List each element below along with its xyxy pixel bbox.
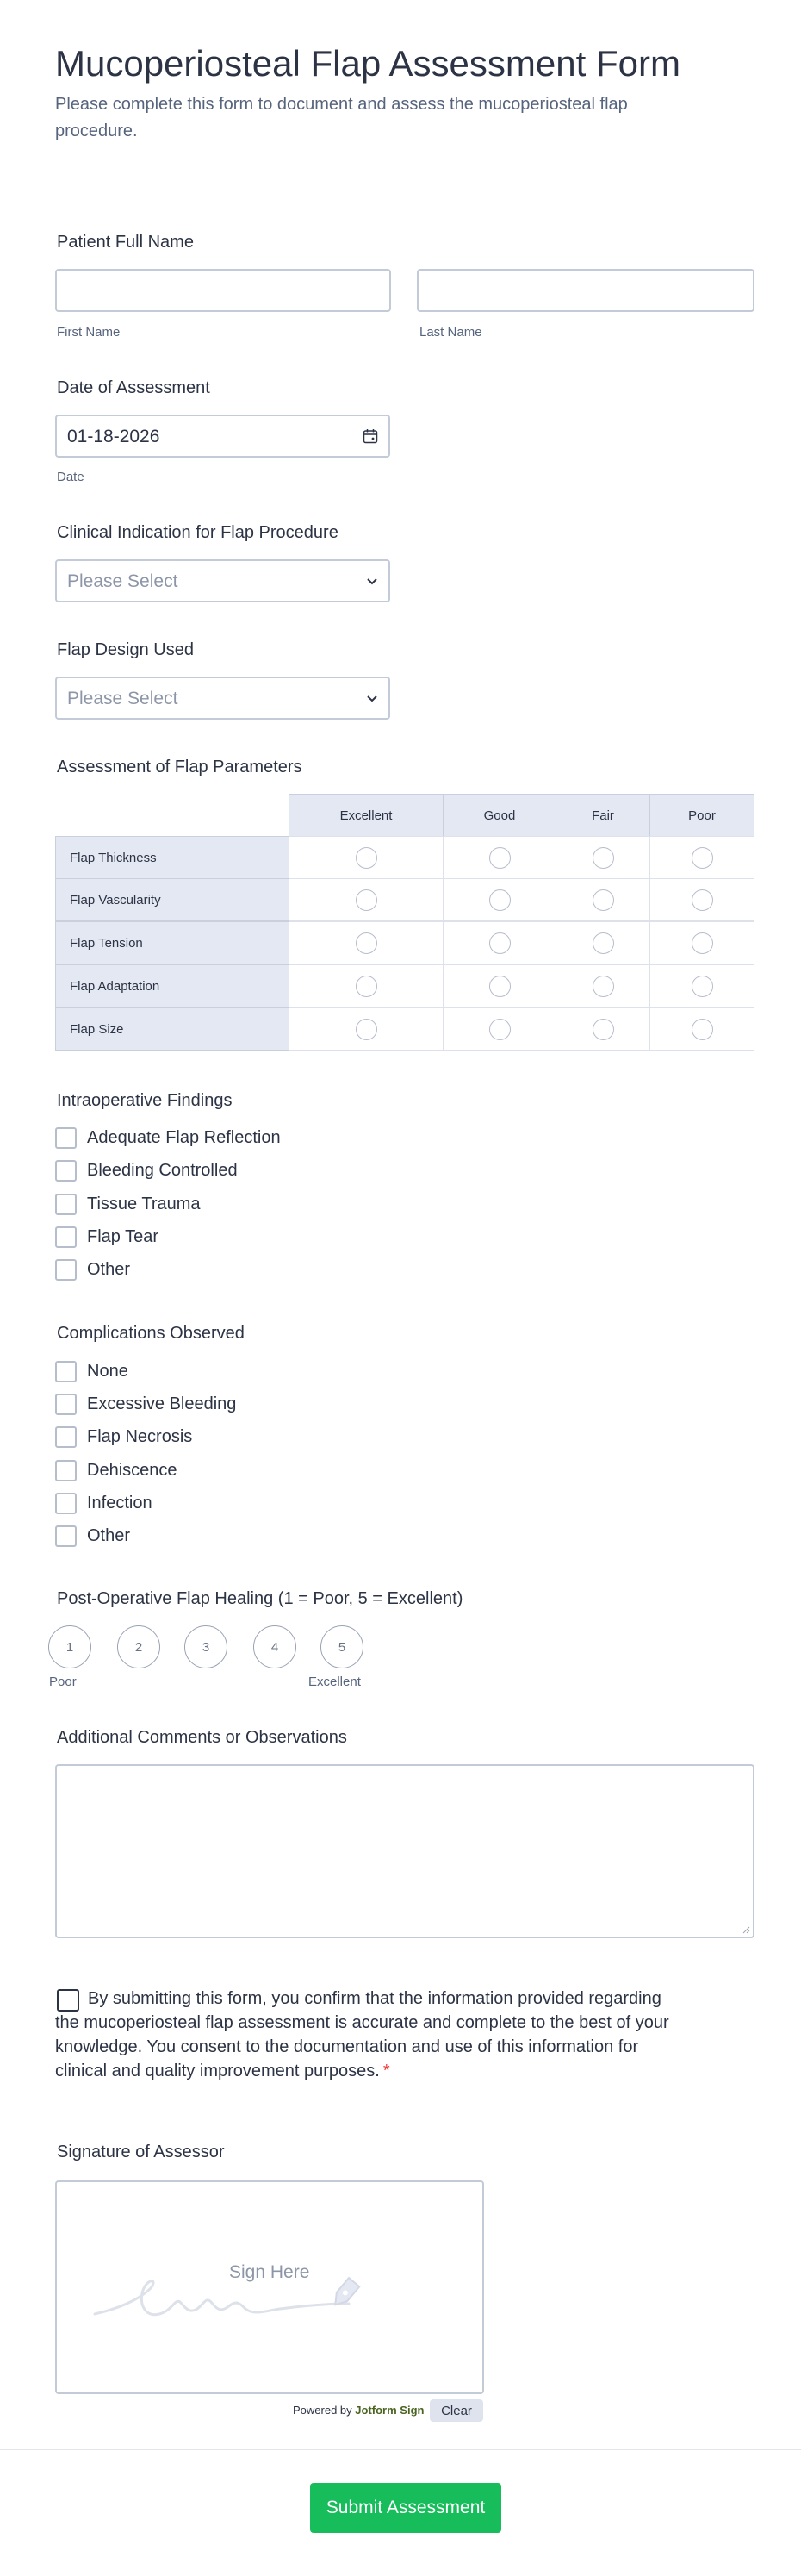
matrix-col-fair: Fair [556, 794, 650, 837]
form-header [0, 0, 801, 190]
first-name-input[interactable] [55, 269, 391, 312]
checkbox-label: Flap Necrosis [87, 1426, 193, 1446]
findings-option[interactable] [55, 1257, 130, 1282]
healing-label: Post-Operative Flap Healing (1 = Poor, 5 = Excellent) [57, 1589, 463, 1608]
matrix-cell [443, 878, 556, 921]
form-title: Mucoperiosteal Flap Assessment Form [55, 43, 680, 84]
matrix-radio[interactable] [593, 1019, 614, 1040]
design-placeholder: Please Select [67, 689, 178, 708]
consent-text-body: By submitting this form, you confirm that the information provided regarding the mucoperiosteal flap assessment is accurate and complete to the best of your knowledge. You consent to the documentation and use of this information for clinical and quality improvement purposes. [55, 1989, 669, 2080]
matrix-col-poor: Poor [649, 794, 754, 837]
matrix-cell [443, 836, 556, 879]
findings-option[interactable] [55, 1191, 201, 1217]
complications-option[interactable] [55, 1391, 236, 1417]
calendar-icon[interactable] [363, 428, 378, 444]
matrix-cell [289, 1007, 444, 1051]
date-input[interactable] [55, 415, 390, 458]
matrix-cell [289, 921, 444, 964]
complications-option[interactable] [55, 1424, 192, 1450]
matrix-row-label: Flap Size [55, 1007, 289, 1051]
findings-option[interactable] [55, 1125, 281, 1151]
indication-label: Clinical Indication for Flap Procedure [57, 523, 338, 542]
matrix-cell [649, 964, 754, 1007]
last-name-input[interactable] [417, 269, 754, 312]
matrix-radio[interactable] [692, 976, 713, 997]
matrix-radio[interactable] [356, 889, 377, 911]
matrix-cell [556, 836, 650, 879]
scale-option-4[interactable]: 4 [253, 1625, 296, 1668]
matrix-row-label: Flap Vascularity [55, 878, 289, 921]
matrix-cell [443, 964, 556, 1007]
matrix-radio[interactable] [356, 847, 377, 869]
checkbox-label: Flap Tear [87, 1226, 159, 1246]
matrix-cell [289, 836, 444, 879]
matrix-radio[interactable] [692, 932, 713, 954]
checkbox-label: Dehiscence [87, 1460, 177, 1480]
matrix-radio[interactable] [356, 976, 377, 997]
matrix-radio[interactable] [692, 889, 713, 911]
matrix-radio[interactable] [489, 847, 511, 869]
matrix-radio[interactable] [489, 889, 511, 911]
date-label: Date of Assessment [57, 378, 210, 397]
checkbox[interactable] [55, 1525, 77, 1547]
scale-high-label: Excellent [308, 1675, 361, 1689]
matrix-cell [443, 921, 556, 964]
consent-text [55, 1987, 675, 2083]
matrix-cell [649, 878, 754, 921]
submit-button[interactable]: Submit Assessment [310, 2483, 501, 2533]
matrix-cell [556, 921, 650, 964]
matrix-label: Assessment of Flap Parameters [57, 758, 302, 777]
findings-option[interactable] [55, 1224, 158, 1250]
checkbox[interactable] [55, 1493, 77, 1514]
powered-by-prefix: Powered by [293, 2404, 352, 2417]
patient-name-label: Patient Full Name [57, 233, 194, 252]
footer-divider [0, 2449, 801, 2450]
chevron-down-icon [366, 692, 378, 704]
matrix-radio[interactable] [356, 932, 377, 954]
matrix-radio[interactable] [489, 1019, 511, 1040]
checkbox[interactable] [55, 1259, 77, 1281]
findings-option[interactable] [55, 1157, 238, 1183]
matrix-cell [556, 1007, 650, 1051]
matrix-radio[interactable] [593, 847, 614, 869]
checkbox-label: Excessive Bleeding [87, 1394, 237, 1413]
checkbox-label: None [87, 1361, 128, 1381]
last-name-sublabel: Last Name [419, 325, 482, 340]
complications-option[interactable] [55, 1358, 128, 1384]
date-value: 01-18-2026 [67, 427, 160, 446]
comments-label: Additional Comments or Observations [57, 1728, 347, 1747]
form-subtitle: Please complete this form to document and assess the mucoperiosteal flap procedure. [55, 95, 628, 140]
matrix-cell [649, 836, 754, 879]
checkbox-label: Infection [87, 1493, 152, 1513]
matrix-cell [289, 878, 444, 921]
matrix-radio[interactable] [593, 932, 614, 954]
scale-option-1[interactable]: 1 [48, 1625, 91, 1668]
findings-label: Intraoperative Findings [57, 1091, 233, 1110]
matrix-radio[interactable] [489, 932, 511, 954]
checkbox[interactable] [55, 1394, 77, 1415]
matrix-radio[interactable] [593, 976, 614, 997]
matrix-radio[interactable] [356, 1019, 377, 1040]
complications-option[interactable] [55, 1523, 130, 1549]
checkbox[interactable] [55, 1460, 77, 1481]
powered-by [293, 2404, 424, 2417]
resize-grip-icon[interactable] [742, 1925, 750, 1934]
checkbox[interactable] [55, 1127, 77, 1149]
assessment-matrix [55, 794, 754, 1051]
matrix-cell [556, 878, 650, 921]
indication-select[interactable] [55, 559, 390, 602]
matrix-row-label: Flap Adaptation [55, 964, 289, 1007]
matrix-col-excellent: Excellent [289, 794, 444, 837]
matrix-row-label: Flap Tension [55, 921, 289, 964]
matrix-radio[interactable] [489, 976, 511, 997]
matrix-cell [556, 964, 650, 1007]
scale-low-label: Poor [49, 1675, 77, 1689]
checkbox[interactable] [55, 1194, 77, 1215]
checkbox[interactable] [55, 1426, 77, 1448]
matrix-cell [289, 964, 444, 1007]
scale-option-2[interactable]: 2 [117, 1625, 160, 1668]
indication-placeholder: Please Select [67, 571, 178, 591]
scale-option-3[interactable]: 3 [184, 1625, 227, 1668]
complications-option[interactable] [55, 1457, 177, 1483]
matrix-radio[interactable] [692, 847, 713, 869]
complications-label: Complications Observed [57, 1324, 245, 1343]
design-select[interactable] [55, 677, 390, 720]
matrix-row-label: Flap Thickness [55, 836, 289, 879]
scale-option-5[interactable]: 5 [320, 1625, 363, 1668]
chevron-down-icon [366, 575, 378, 587]
complications-option[interactable] [55, 1490, 152, 1516]
matrix-cell [649, 921, 754, 964]
checkbox-label: Adequate Flap Reflection [87, 1127, 281, 1147]
signature-placeholder: Sign Here [229, 2262, 310, 2282]
date-sublabel: Date [57, 470, 84, 484]
powered-by-brand[interactable]: Jotform Sign [355, 2404, 425, 2417]
clear-signature-button[interactable]: Clear [430, 2399, 483, 2422]
matrix-radio[interactable] [593, 889, 614, 911]
first-name-sublabel: First Name [57, 325, 121, 340]
matrix-radio[interactable] [692, 1019, 713, 1040]
matrix-cell [649, 1007, 754, 1051]
checkbox-label: Tissue Trauma [87, 1194, 201, 1213]
checkbox-label: Bleeding Controlled [87, 1160, 238, 1180]
required-asterisk: * [382, 2061, 390, 2080]
checkbox[interactable] [55, 1226, 77, 1248]
matrix-col-good: Good [443, 794, 556, 837]
comments-textarea[interactable] [55, 1764, 754, 1938]
checkbox[interactable] [55, 1160, 77, 1182]
checkbox-label: Other [87, 1525, 131, 1545]
signature-label: Signature of Assessor [57, 2143, 225, 2161]
checkbox[interactable] [55, 1361, 77, 1382]
matrix-cell [443, 1007, 556, 1051]
design-label: Flap Design Used [57, 640, 194, 659]
checkbox-label: Other [87, 1259, 131, 1279]
